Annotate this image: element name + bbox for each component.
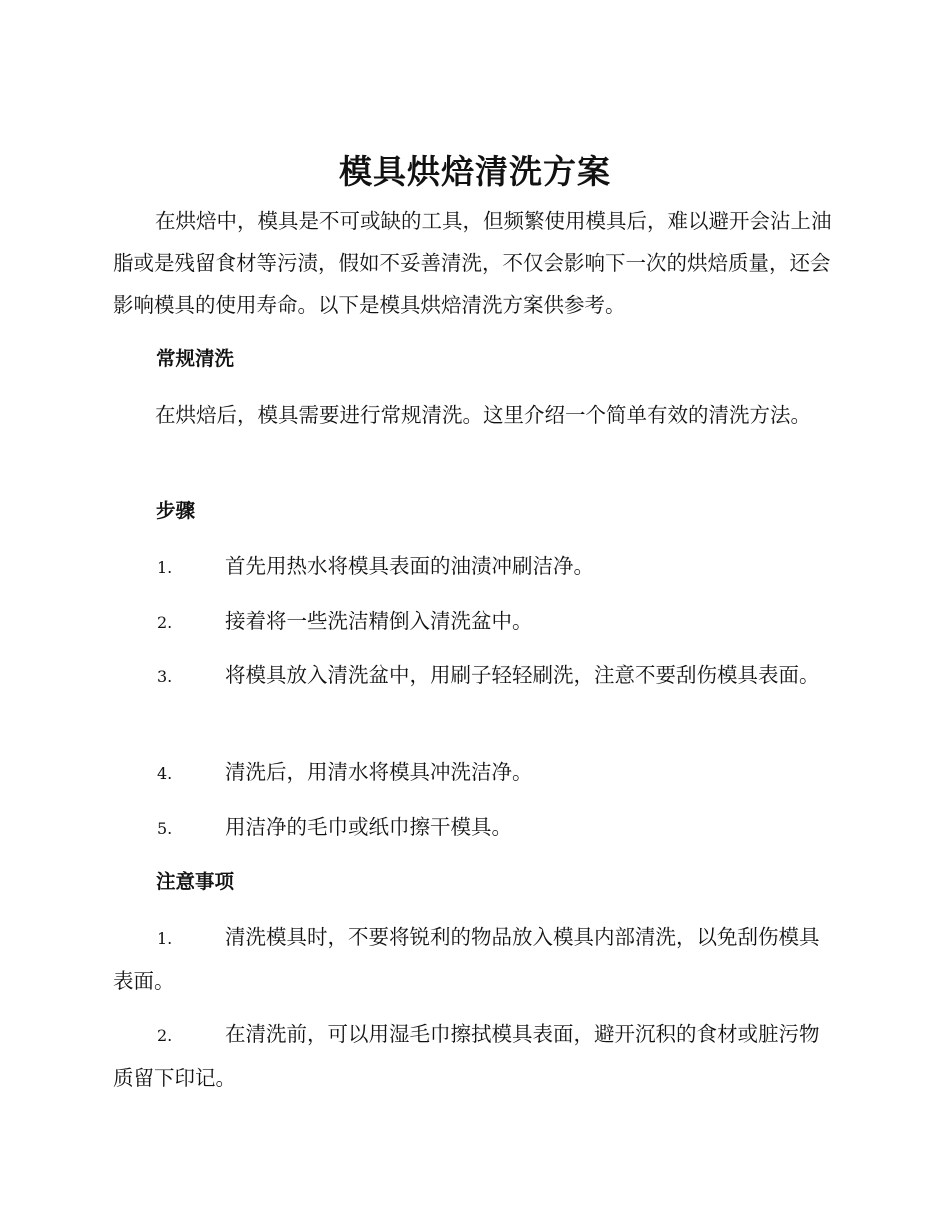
list-item bbox=[113, 806, 839, 850]
routine-paragraph: 在烘焙后，模具需要进行常规清洗。这里介绍一个简单有效的清洗方法。 bbox=[155, 403, 811, 427]
list-item-text: 接着将一些洗洁精倒入清洗盆中。 bbox=[225, 609, 533, 633]
list-item bbox=[113, 1013, 839, 1099]
list-item bbox=[113, 751, 839, 795]
list-item-text: 在清洗前，可以用湿毛巾擦拭模具表面，避开沉积的食材或脏污物质留下印记。 bbox=[113, 1022, 820, 1090]
list-number: 2. bbox=[157, 613, 173, 632]
list-item-text: 首先用热水将模具表面的油渍冲刷洁净。 bbox=[225, 554, 594, 578]
section-heading-notes: 注意事项 bbox=[156, 870, 235, 893]
list-item-text: 将模具放入清洗盆中，用刷子轻轻刷洗，注意不要刮伤模具表面。 bbox=[225, 663, 820, 687]
list-number: 1. bbox=[157, 929, 173, 948]
list-number: 4. bbox=[157, 764, 173, 783]
document-title: 模具烘焙清洗方案 bbox=[339, 152, 611, 191]
section-heading-routine: 常规清洗 bbox=[156, 347, 235, 370]
intro-paragraph: 在烘焙中，模具是不可或缺的工具，但频繁使用模具后，难以避开会沾上油脂或是残留食材等污渍，假如不妥善清洗，不仅会影响下一次的烘焙质量，还会影响模具的使用寿命。以下是模具烘焙清洗方案供参考。 bbox=[113, 209, 832, 317]
list-number: 2. bbox=[157, 1026, 173, 1045]
list-item-text: 清洗模具时，不要将锐利的物品放入模具内部清洗，以免刮伤模具表面。 bbox=[113, 925, 820, 993]
list-item-text: 用洁净的毛巾或纸巾擦干模具。 bbox=[225, 815, 512, 839]
list-number: 5. bbox=[157, 819, 173, 838]
list-number: 3. bbox=[157, 667, 173, 686]
list-item bbox=[113, 916, 839, 1002]
list-item bbox=[113, 654, 839, 698]
list-item bbox=[113, 545, 839, 589]
list-number: 1. bbox=[157, 558, 173, 577]
section-heading-steps: 步骤 bbox=[156, 499, 196, 522]
list-item bbox=[113, 600, 839, 644]
list-item-text: 清洗后，用清水将模具冲洗洁净。 bbox=[225, 760, 533, 784]
